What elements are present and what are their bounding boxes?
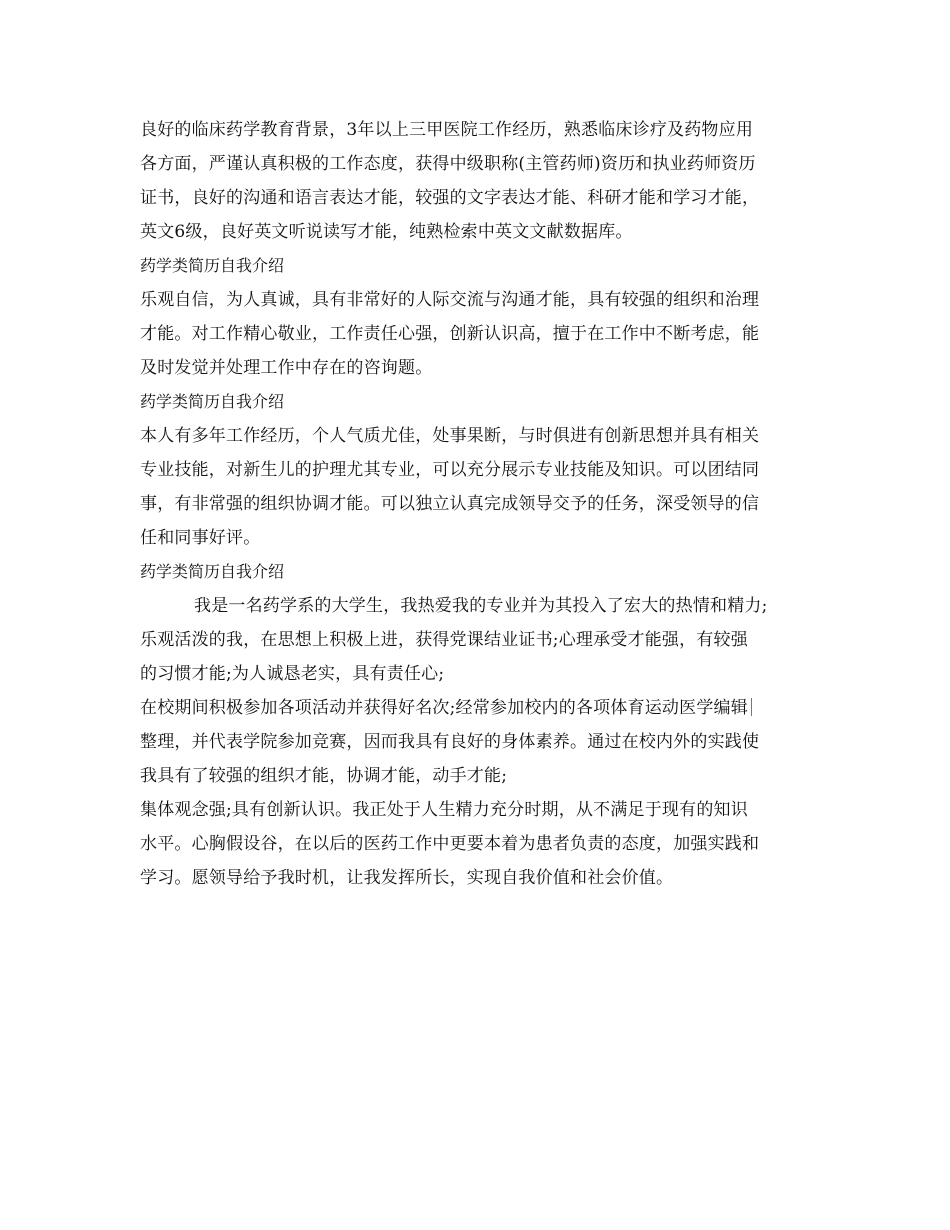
text-line: 才能。对工作精心敬业，工作责任心强，创新认识高，擅于在工作中不断考虑，能: [140, 324, 760, 344]
text-line: 良好的临床药学教育背景，3年以上三甲医院工作经历，熟悉临床诊疗及药物应用: [140, 120, 754, 140]
text-line: 我是一名药学系的大学生，我热爱我的专业并为其投入了宏大的热情和精力;: [194, 596, 768, 616]
text-line: 专业技能，对新生儿的护理尤其专业，可以充分展示专业技能及知识。可以团结同: [140, 460, 760, 480]
text-line: 在校期间积极参加各项活动并获得好名次;经常参加校内的各项体育运动医学编辑: [140, 698, 748, 718]
section-heading: 药学类简历自我介绍: [140, 256, 285, 275]
text-line: 及时发觉并处理工作中存在的咨询题。: [140, 358, 433, 378]
text-line: 我具有了较强的组织才能，协调才能，动手才能;: [140, 766, 508, 786]
text-line: 各方面，严谨认真积极的工作态度，获得中级职称(主管药师)资历和执业药师资历: [140, 154, 756, 174]
text-line: 事，有非常强的组织协调才能。可以独立认真完成领导交予的任务，深受领导的信: [140, 494, 760, 514]
text-line-with-cursor: [140, 691, 820, 725]
section-heading: 药学类简历自我介绍: [140, 562, 285, 581]
text-line: 集体观念强;具有创新认识。我正处于人生精力充分时期，从不满足于现有的知识: [140, 800, 748, 820]
text-line: 乐观自信，为人真诚，具有非常好的人际交流与沟通才能，具有较强的组织和治理: [140, 290, 760, 310]
text-line: 任和同事好评。: [140, 528, 261, 548]
section-3-paragraph: [140, 589, 820, 895]
intro-paragraph: [140, 113, 820, 249]
section-2-paragraph: [140, 419, 820, 555]
text-line: 英文6级，良好英文听说读写才能，纯熟检索中英文文献数据库。: [140, 222, 633, 242]
document-page: [140, 113, 820, 895]
text-line: 整理，并代表学院参加竞赛，因而我具有良好的身体素养。通过在校内外的实践使: [140, 732, 760, 752]
text-line: 乐观活泼的我，在思想上积极上进，获得党课结业证书;心理承受才能强，有较强: [140, 630, 748, 650]
text-line: 证书，良好的沟通和语言表达才能，较强的文字表达才能、科研才能和学习才能，: [140, 188, 760, 208]
text-line: 学习。愿领导给予我时机，让我发挥所长，实现自我价值和社会价值。: [140, 868, 674, 888]
text-line: 的习惯才能;为人诚恳老实，具有责任心;: [140, 664, 445, 684]
section-heading: 药学类简历自我介绍: [140, 392, 285, 411]
text-line: 本人有多年工作经历，个人气质尤佳，处事果断，与时俱进有创新思想并具有相关: [140, 426, 760, 446]
section-1-paragraph: [140, 283, 820, 385]
text-cursor-mark: [751, 698, 752, 716]
text-line: 水平。心胸假设谷，在以后的医药工作中更要本着为患者负责的态度，加强实践和: [140, 834, 760, 854]
